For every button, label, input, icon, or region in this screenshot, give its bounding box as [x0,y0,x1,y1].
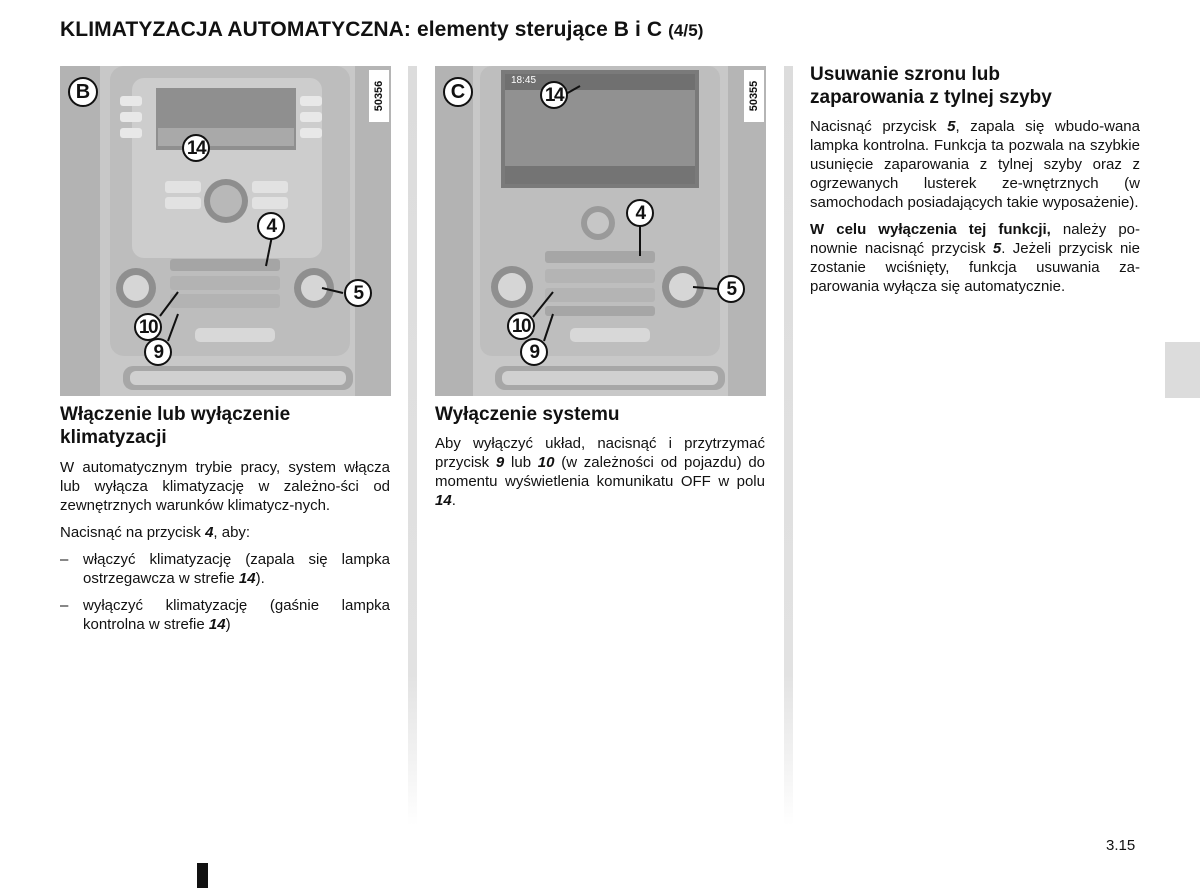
section2-para: Aby wyłączyć układ, nacisnąć i przytrzymać przycisk 9 lub 10 (w zależności od pojazdu) do momentu wyświetlenia komunikatu OFF w polu 14. [435,435,766,509]
callout-14: 14 [182,134,210,162]
callout-5: 5 [717,275,745,303]
callout-4: 4 [626,199,654,227]
column-separator-left [408,66,417,826]
section1-para1: W automatycznym trybie pracy, system włącza lub wyłącza klimatyzację w zależno-ści od zewnętrznych warunków klimatycz-nych. [60,459,390,514]
page-title-main: KLIMATYZACJA AUTOMATYCZNA: elementy sterujące B i C [60,18,663,41]
figure-c-photo [435,66,766,396]
figure-b-photo [60,66,391,396]
section1-body [60,458,390,642]
figure-b-ref-code: 50356 [369,70,389,122]
section1-heading: Włączenie lub wyłączenie klimatyzacji [60,404,291,448]
section3-body [810,117,1140,304]
page-title [60,18,704,42]
section3-para2: W celu wyłączenia tej funkcji, należy po-nownie nacisnąć przycisk 5. Jeżeli przycisk nie zostanie wciśnięty, funkcja usuwania za-parowania wyłącza się automatycznie. [810,221,1140,295]
callout-14: 14 [540,81,568,109]
callout-10: 10 [134,313,162,341]
page-title-suffix: (4/5) [668,21,704,40]
page-tab-marker [1165,342,1200,398]
dashboard-b-illustration [60,66,391,396]
figure-b-letter-badge: B [68,77,98,107]
list-item: – włączyć klimatyzację (zapala się lampka ostrzegawcza w strefie 14). [60,551,390,587]
section1-para2: Nacisnąć na przycisk 4, aby: [60,524,251,541]
callout-9: 9 [520,338,548,366]
callout-10: 10 [507,312,535,340]
dashboard-c-illustration [435,66,766,396]
section3-para1: Nacisnąć przycisk 5, zapala się wbudo-wana lampka kontrolna. Funkcja ta pozwala na szybkie usunięcie zaparowania z tylnej szyby oraz z ogrzewanych lusterek ze-wnętrznych (w samochodach posiadających takie wyposażenie). [810,118,1140,211]
figure-c-ref-code: 50355 [744,70,764,122]
callout-4: 4 [257,212,285,240]
page-number: 3.15 [1106,837,1136,854]
column-separator-right [784,66,793,826]
callout-5: 5 [344,279,372,307]
section2-heading: Wyłączenie systemu [435,404,620,425]
section3-heading: Usuwanie szronu lub zaparowania z tylnej szyby [810,64,1052,108]
figure-c-screen-time: 18:45 [511,75,537,86]
callout-9: 9 [144,338,172,366]
section2-body [435,434,765,518]
print-mark [197,863,208,888]
list-item: – wyłączyć klimatyzację (gaśnie lampka kontrolna w strefie 14) [60,597,390,633]
figure-c-letter-badge: C [443,77,473,107]
